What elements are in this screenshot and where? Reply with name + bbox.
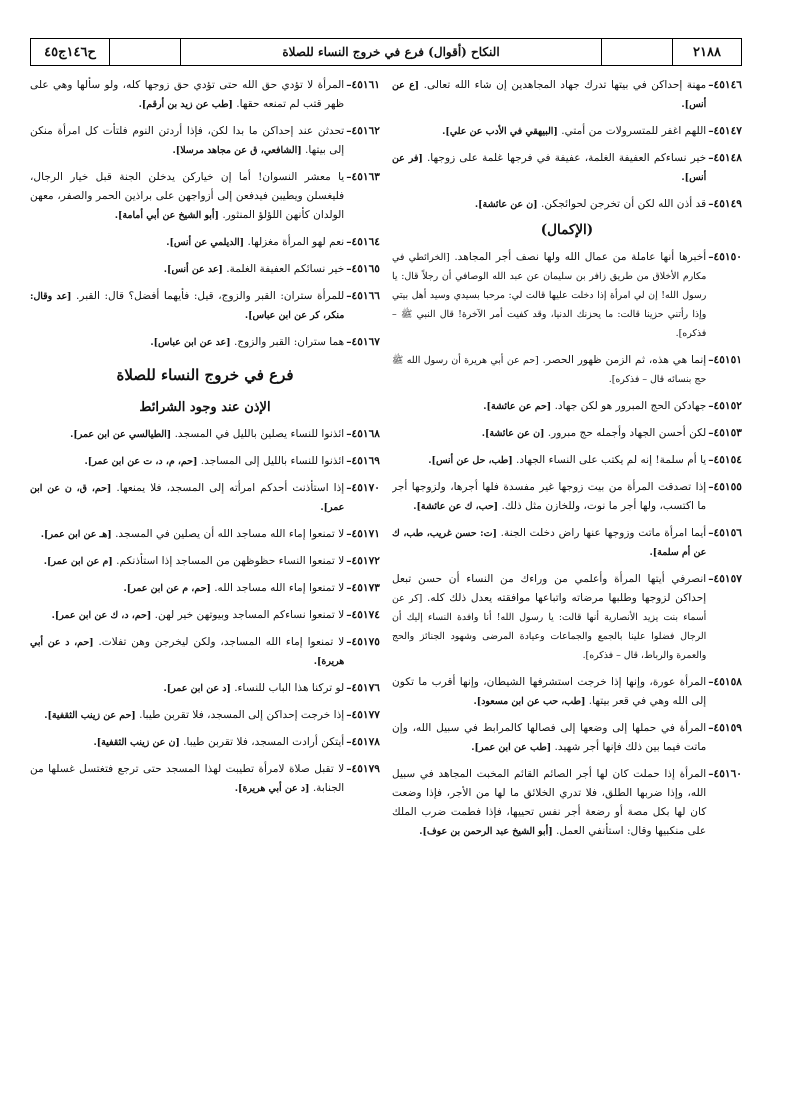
hadith-entry bbox=[30, 552, 380, 571]
hadith-entry bbox=[392, 524, 742, 562]
hadith-body bbox=[30, 168, 344, 225]
hadith-body bbox=[392, 719, 706, 757]
hadith-number: ٤٥١٥٣– bbox=[708, 427, 742, 439]
hadith-text: اللهم اغفر للمتسرولات من أمتي. bbox=[561, 125, 707, 137]
hadith-text: لا تمنعوا إماء الله مساجد الله. bbox=[214, 582, 345, 594]
hadith-entry bbox=[30, 287, 380, 325]
hadith-text: أخبرها أنها عاملة من عمال الله ولها نصف أجر المجاهد. bbox=[454, 251, 707, 263]
hadith-text: هما ستران: القبر والزوج. bbox=[233, 336, 345, 348]
hadith-entry bbox=[30, 733, 380, 752]
hadith-number: ٤٥١٧٦– bbox=[346, 682, 380, 694]
hadith-number: ٤٥١٦٣– bbox=[346, 171, 380, 183]
hadith-source: [أبو الشيخ عن أبي أمامة]. bbox=[114, 210, 219, 221]
hadith-entry bbox=[30, 233, 380, 252]
hadith-text: لا تقبل صلاة لامرأة تطيبت لهذا المسجد حتى ترجع فتغتسل غسلها من الجنابة. bbox=[30, 763, 345, 794]
hadith-narration-context: [كر عن أسماء بنت يزيد الأنصارية أنها قالت: يا رسول الله! أنا وافدة النساء إليك أن الرجال فضلوا علينا بالجمع والجماعات وعيادة المرضى وشهود الجنائز والحج والعمرة والرباط، قال – فذكره]. bbox=[392, 593, 707, 661]
hadith-number: ٤٥١٧٥– bbox=[346, 636, 380, 648]
hadith-text: تحدثن عند إحداكن ما بدا لكن، فإذا أردتن النوم فلتأت كل امرأة منكن إلى بيتها. bbox=[30, 125, 345, 156]
hadith-text: لو تركنا هذا الباب للنساء. bbox=[234, 682, 345, 694]
hadith-number: ٤٥١٦٤– bbox=[346, 236, 380, 248]
page-number: ٢١٨٨ bbox=[672, 39, 741, 65]
hadith-number: ٤٥١٧٠– bbox=[346, 482, 380, 494]
hadith-source: [طب عن ابن عمر]. bbox=[471, 742, 552, 753]
hadith-body bbox=[392, 478, 706, 516]
hadith-source: [ن عن زينب الثقفية]. bbox=[93, 737, 180, 748]
hadith-entry bbox=[30, 525, 380, 544]
hadith-source: [الديلمي عن أنس]. bbox=[166, 237, 245, 248]
hadith-body bbox=[392, 397, 706, 416]
section-heading-permission: الإذن عند وجود الشرائط bbox=[139, 400, 271, 415]
hadith-body bbox=[30, 479, 344, 517]
hadith-entry bbox=[30, 760, 380, 798]
hadith-source: [طب، حل عن أنس]. bbox=[428, 455, 513, 466]
hadith-source: [حم، د، ك عن ابن عمر]. bbox=[51, 610, 152, 621]
hadith-text: أيما امرأة ماتت وزوجها عنها راض دخلت الجنة. bbox=[500, 527, 707, 539]
hadith-source: [طب عن زيد بن أرقم]. bbox=[138, 99, 233, 110]
hadith-body bbox=[30, 333, 344, 352]
hadith-body bbox=[30, 260, 344, 279]
hadith-entry bbox=[392, 451, 742, 470]
hadith-entry bbox=[392, 673, 742, 711]
hadith-text: إذا استأذنت أحدكم امرأته إلى المسجد، فلا يمنعها. bbox=[116, 482, 345, 494]
hadith-source: [أبو الشيخ عبد الرحمن بن عوف]. bbox=[419, 826, 553, 837]
hadith-source: [ن عن عائشة]. bbox=[481, 428, 545, 439]
left-column bbox=[30, 76, 380, 1086]
hadith-number: ٤٥١٥٧– bbox=[708, 573, 742, 585]
hadith-body bbox=[392, 351, 706, 389]
hadith-body bbox=[392, 570, 706, 665]
hadith-text: جهادكن الحج المبرور هو لكن جهاد. bbox=[554, 400, 707, 412]
hadith-body bbox=[392, 122, 706, 141]
hadith-text: انصرفي أيتها المرأة وأعلمي من وراءك من النساء أن حسن تبعل إحداكن لزوجها وطلبها مرضاته واتباعها موافقته يعدل ذلك كله. bbox=[392, 573, 707, 604]
hadith-entry bbox=[30, 260, 380, 279]
hadith-number: ٤٥١٥٨– bbox=[708, 676, 742, 688]
hadith-entry bbox=[392, 149, 742, 187]
hadith-source: [د عن أبي هريرة]. bbox=[234, 783, 310, 794]
hadith-entry bbox=[392, 351, 742, 389]
hadith-body bbox=[392, 248, 706, 343]
hadith-source: [البيهقي في الأدب عن علي]. bbox=[442, 126, 558, 137]
hadith-body bbox=[30, 425, 344, 444]
hadith-text: المرأة إذا حملت كان لها أجر الصائم القائم المخبت المجاهد في سبيل الله، وإذا ضربها الطلق، فلا تدري الخلائق ما لها من الأجر، فإذا وضعت كان لها بكل مصة أو رضعة أجر نفس تحييها، فإذا فطمت ضرب الملك على منكبيها وقال: استأنفي العمل. bbox=[392, 768, 707, 837]
hadith-number: ٤٥١٧٧– bbox=[346, 709, 380, 721]
hadith-number: ٤٥١٦١– bbox=[346, 79, 380, 91]
hadith-text: يا معشر النسوان! أما إن خياركن يدخلن الجنة قبل خيار الرجال، فليغسلن ويطيبن فيدفعن إلى أزواجهن على براذين الحمر والصفر، معهن الولدان كأنهن اللؤلؤ المنثور. bbox=[30, 171, 345, 221]
hadith-body bbox=[30, 706, 344, 725]
hadith-body bbox=[392, 765, 706, 841]
hadith-source: [فر عن أنس]. bbox=[392, 153, 707, 183]
hadith-group bbox=[392, 76, 742, 214]
hadith-text: قد أذن الله لكن أن تخرجن لحوائجكن. bbox=[540, 198, 707, 210]
hadith-body bbox=[30, 552, 344, 571]
hadith-source: [حب، ك عن عائشة]. bbox=[413, 501, 499, 512]
hadith-text: خير نساءكم العفيفة الغلمة، عفيفة في فرجها غلمة على زوجها. bbox=[426, 152, 707, 164]
hadith-number: ٤٥١٦٢– bbox=[346, 125, 380, 137]
hadith-text: مهنة إحداكن في بيتها تدرك جهاد المجاهدين إن شاء الله تعالى. bbox=[423, 79, 707, 91]
hadith-text: للمرأة ستران: القبر والزوج، قيل: فأيهما أفضل؟ قال: القبر. bbox=[76, 290, 345, 302]
hadith-number: ٤٥١٥٦– bbox=[708, 527, 742, 539]
hadith-entry bbox=[30, 122, 380, 160]
hadith-text: إذا تصدقت المرأة من بيت زوجها غير مفسدة فلها أجرها، ولزوجها أجر ما اكتسب، ولها أجر ما نوت، وللخازن مثل ذلك. bbox=[392, 481, 707, 512]
hadith-source: [عد عن ابن عباس]. bbox=[150, 337, 231, 348]
hadith-body bbox=[30, 452, 344, 471]
hadith-entry bbox=[30, 679, 380, 698]
hadith-body bbox=[392, 149, 706, 187]
hadith-source: [عد عن أنس]. bbox=[163, 264, 223, 275]
hadith-number: ٤٥١٧٩– bbox=[346, 763, 380, 775]
section-heading-ikmal: (الإكمال) bbox=[540, 222, 594, 238]
header-empty-cell bbox=[601, 39, 672, 65]
hadith-text: إذا خرجت إحداكن إلى المسجد، فلا تقربن طيبا. bbox=[139, 709, 345, 721]
hadith-entry bbox=[392, 719, 742, 757]
hadith-entry bbox=[392, 570, 742, 665]
header-section-title: النكاح (أقوال) فرع في خروج النساء للصلاة bbox=[180, 39, 601, 65]
hadith-number: ٤٥١٦٦– bbox=[346, 290, 380, 302]
hadith-body bbox=[392, 673, 706, 711]
hadith-text: المرأة لا تؤدي حق الله حتى تؤدي حق زوجها كله، ولو سألها وهي على ظهر قتب لم تمنعه حقها. bbox=[30, 79, 345, 110]
hadith-body bbox=[30, 633, 344, 671]
hadith-source: [م عن ابن عمر]. bbox=[43, 556, 113, 567]
hadith-body bbox=[30, 679, 344, 698]
hadith-entry bbox=[392, 765, 742, 841]
hadith-number: ٤٥١٥٥– bbox=[708, 481, 742, 493]
hadith-number: ٤٥١٧٣– bbox=[346, 582, 380, 594]
hadith-text: نعم لهو المرأة مغزلها. bbox=[247, 236, 345, 248]
hadith-source: [حم، م، د، ت عن ابن عمر]. bbox=[84, 456, 198, 467]
hadith-text: لا تمنعوا النساء حظوظهن من المساجد إذا استأذنكم. bbox=[116, 555, 345, 567]
hadith-entry bbox=[30, 425, 380, 444]
hadith-text: المرأة في حملها إلى وضعها إلى فصالها كالمرابط في سبيل الله، وإن ماتت فيما بين ذلك فإنها أجر شهيد. bbox=[392, 722, 707, 753]
hadith-source: [عد وقال: منكر، كر عن ابن عباس]. bbox=[30, 291, 345, 321]
hadith-narration-context: [حم عن أبي هريرة أن رسول الله ﷺ حج بنسائه قال – فذكره]. bbox=[392, 355, 707, 385]
hadith-range-code: ح١٤٦ج٤٥ bbox=[44, 44, 96, 60]
hadith-source: [د عن ابن عمر]. bbox=[163, 683, 231, 694]
two-column-body bbox=[30, 76, 742, 1086]
hadith-source: [حم عن زينب الثقفية]. bbox=[44, 710, 136, 721]
hadith-source: [حم، م عن ابن عمر]. bbox=[123, 583, 211, 594]
hadith-text: المرأة عورة، وإنها إذا خرجت استشرفها الشيطان، وإنها أقرب ما تكون إلى الله وهي في قعر بيتها. bbox=[392, 676, 707, 707]
hadith-source: [الشافعي، ق عن مجاهد مرسلا]. bbox=[172, 145, 302, 156]
hadith-entry bbox=[392, 248, 742, 343]
hadith-body bbox=[30, 287, 344, 325]
hadith-number: ٤٥١٤٧– bbox=[708, 125, 742, 137]
hadith-text: لا تمنعوا نساءكم المساجد وبيوتهن خير لهن. bbox=[154, 609, 345, 621]
hadith-source: [ن عن عائشة]. bbox=[474, 199, 538, 210]
hadith-entry bbox=[30, 633, 380, 671]
hadith-entry bbox=[392, 424, 742, 443]
hadith-source: [حم، د عن أبي هريرة]. bbox=[30, 637, 345, 667]
hadith-body bbox=[30, 733, 344, 752]
hadith-source: [الطيالسي عن ابن عمر]. bbox=[70, 429, 172, 440]
hadith-number: ٤٥١٥١– bbox=[708, 354, 742, 366]
hadith-group bbox=[392, 248, 742, 841]
hadith-number: ٤٥١٥٠– bbox=[708, 251, 742, 263]
hadith-entry bbox=[30, 452, 380, 471]
hadith-body bbox=[392, 195, 706, 214]
hadith-body bbox=[30, 233, 344, 252]
hadith-number: ٤٥١٤٦– bbox=[708, 79, 742, 91]
running-header bbox=[30, 38, 742, 66]
hadith-number: ٤٥١٦٩– bbox=[346, 455, 380, 467]
hadith-entry bbox=[392, 478, 742, 516]
hadith-group bbox=[30, 76, 380, 352]
hadith-entry bbox=[30, 579, 380, 598]
hadith-source: [ع عن أنس]. bbox=[392, 80, 707, 110]
hadith-text: لكن أحسن الجهاد وأجمله حج مبرور. bbox=[547, 427, 707, 439]
hadith-entry bbox=[30, 706, 380, 725]
hadith-entry bbox=[392, 122, 742, 141]
hadith-text: خير نسائكم العفيفة الغلمة. bbox=[226, 263, 345, 275]
hadith-entry bbox=[30, 168, 380, 225]
hadith-number: ٤٥١٤٨– bbox=[708, 152, 742, 164]
hadith-body bbox=[30, 122, 344, 160]
hadith-body bbox=[392, 76, 706, 114]
hadith-group bbox=[30, 425, 380, 798]
hadith-entry bbox=[30, 479, 380, 517]
hadith-number: ٤٥١٧٨– bbox=[346, 736, 380, 748]
right-column bbox=[392, 76, 742, 1086]
hadith-number: ٤٥١٦٨– bbox=[346, 428, 380, 440]
hadith-body bbox=[392, 451, 706, 470]
hadith-body bbox=[392, 524, 706, 562]
hadith-entry bbox=[392, 397, 742, 416]
hadith-number: ٤٥١٤٩– bbox=[708, 198, 742, 210]
hadith-source: [حم، ق، ن عن ابن عمر]. bbox=[30, 483, 345, 513]
hadith-entry bbox=[392, 76, 742, 114]
hadith-body bbox=[30, 760, 344, 798]
hadith-number: ٤٥١٥٢– bbox=[708, 400, 742, 412]
hadith-entry bbox=[392, 195, 742, 214]
hadith-text: ائذنوا للنساء بالليل إلى المساجد. bbox=[200, 455, 345, 467]
hadith-source: [حم عن عائشة]. bbox=[483, 401, 552, 412]
hadith-number: ٤٥١٥٤– bbox=[708, 454, 742, 466]
header-empty-cell bbox=[109, 39, 180, 65]
hadith-text: أيتكن أرادت المسجد، فلا تقربن طيبا. bbox=[183, 736, 345, 748]
hadith-number: ٤٥١٦٥– bbox=[346, 263, 380, 275]
hadith-narration-context: [الخرائطي في مكارم الأخلاق من طريق زافر بن سليمان عن عبد الله الوصافي أن رجلاً قال: يا رسول الله! إن لي امرأة إذا دخلت عليها قالت لي: مرحبا بسيدي وسيد أهل بيتي وإذا رأتني حزينا قالت: ما يحزنك الدنيا، وقد كفيت أمر الآخرة! قال النبي ﷺ – فذكره]. bbox=[392, 252, 707, 339]
hadith-body bbox=[30, 76, 344, 114]
hadith-number: ٤٥١٧١– bbox=[346, 528, 380, 540]
hadith-number: ٤٥١٦٠– bbox=[708, 768, 742, 780]
section-heading-branch: فرع في خروج النساء للصلاة bbox=[116, 366, 294, 384]
hadith-entry bbox=[30, 76, 380, 114]
hadith-text: إنما هي هذه، ثم الزمن ظهور الحصر. bbox=[542, 354, 707, 366]
hadith-number: ٤٥١٧٤– bbox=[346, 609, 380, 621]
hadith-text: لا تمنعوا إماء الله المساجد، ولكن ليخرجن وهن تفلات. bbox=[98, 636, 345, 648]
hadith-text: يا أم سلمة! إنه لم يكتب على النساء الجهاد. bbox=[516, 454, 707, 466]
hadith-body bbox=[30, 606, 344, 625]
hadith-entry bbox=[30, 606, 380, 625]
hadith-text: ائذنوا للنساء يصلين بالليل في المسجد. bbox=[174, 428, 345, 440]
hadith-body bbox=[392, 424, 706, 443]
hadith-text: لا تمنعوا إماء الله مساجد الله أن يصلين في المسجد. bbox=[115, 528, 345, 540]
hadith-body bbox=[30, 579, 344, 598]
hadith-source: [هـ عن ابن عمر]. bbox=[40, 529, 112, 540]
hadith-source: [طب، حب عن ابن مسعود]. bbox=[473, 696, 586, 707]
hadith-entry bbox=[30, 333, 380, 352]
hadith-source: [ت: حسن غريب، طب، ك عن أم سلمة]. bbox=[392, 528, 707, 558]
hadith-number: ٤٥١٧٢– bbox=[346, 555, 380, 567]
hadith-body bbox=[30, 525, 344, 544]
hadith-number: ٤٥١٦٧– bbox=[346, 336, 380, 348]
hadith-number: ٤٥١٥٩– bbox=[708, 722, 742, 734]
